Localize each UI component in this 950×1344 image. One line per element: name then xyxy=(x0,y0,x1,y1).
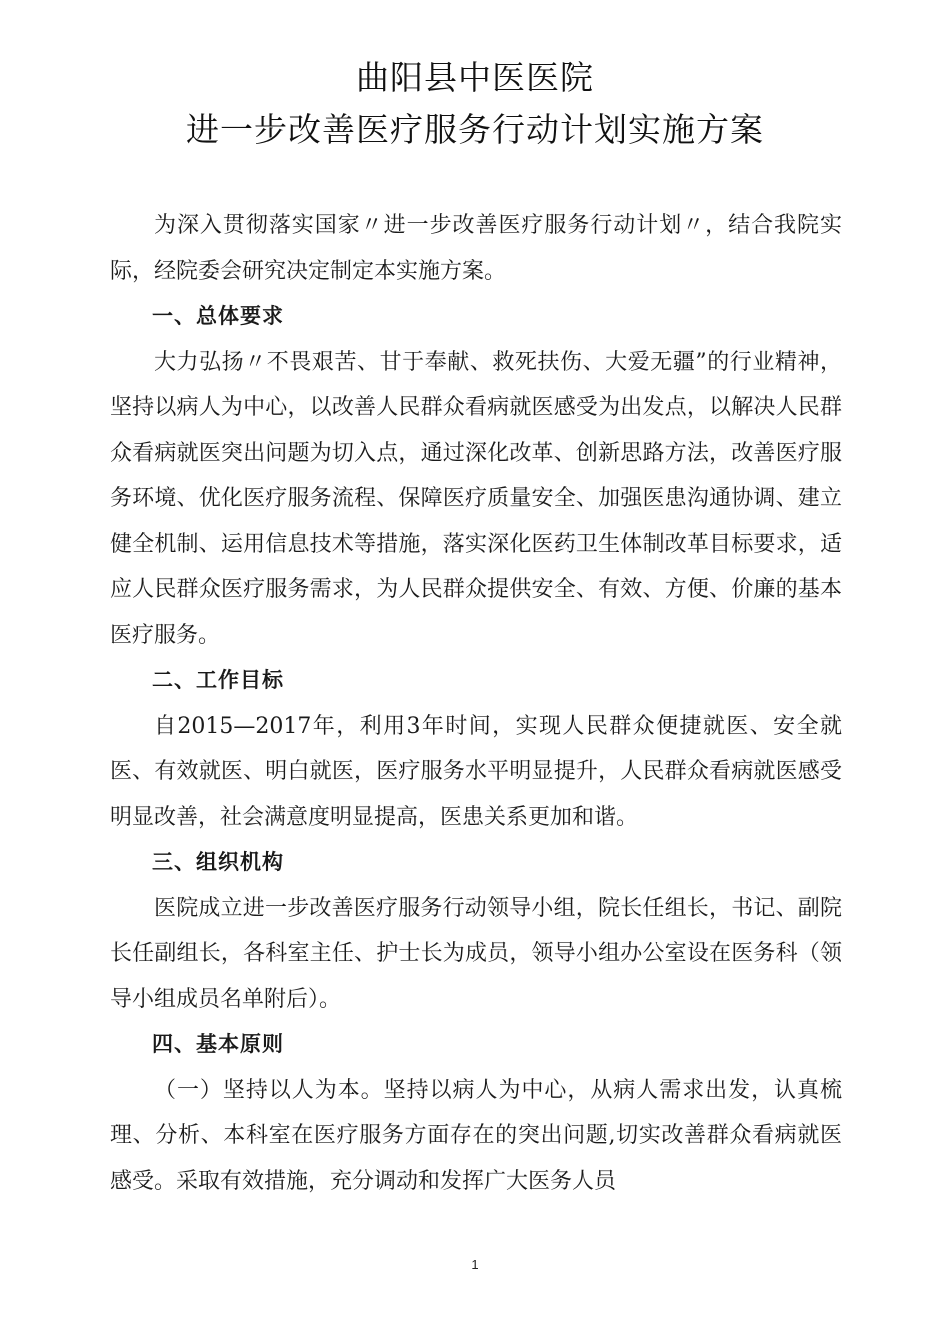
section-heading-work-goals: 二、工作目标 xyxy=(152,668,284,692)
intro-paragraph: 为深入贯彻落实国家〃进一步改善医疗服务行动计划〃，结合我院实际，经院委会研究决定制定本实施方案。 xyxy=(110,213,842,284)
section-body-work-goals: 自2015—2017年，利用3年时间，实现人民群众便捷就医、安全就医、有效就医、明白就医，医疗服务水平明显提升，人民群众看病就医感受明显改善，社会满意度明显提高，医患关系更加和谐。 xyxy=(110,713,842,830)
section-heading-basic-principles: 四、基本原则 xyxy=(152,1032,284,1056)
document-title-hospital: 曲阳县中医医院 xyxy=(356,58,594,97)
section-body-organization: 医院成立进一步改善医疗服务行动领导小组，院长任组长，书记、副院长任副组长，各科室主任、护士长为成员，领导小组办公室设在医务科（领导小组成员名单附后）。 xyxy=(110,895,842,1012)
section-heading-general-requirements: 一、总体要求 xyxy=(152,304,284,328)
section-body-basic-principles: （一）坚持以人为本。坚持以病人为中心，从病人需求出发，认真梳理、分析、本科室在医疗服务方面存在的突出问题,切实改善群众看病就医感受。采取有效措施，充分调动和发挥广大医务人员 xyxy=(110,1077,842,1194)
document-title-plan: 进一步改善医疗服务行动计划实施方案 xyxy=(186,110,764,149)
section-body-general-requirements: 大力弘扬〃不畏艰苦、甘于奉献、救死扶伤、大爱无疆”的行业精神，坚持以病人为中心，以改善人民群众看病就医感受为出发点，以解决人民群众看病就医突出问题为切入点，通过深化改革、创新思路方法，改善医疗服务环境、优化医疗服务流程、保障医疗质量安全、加强医患沟通协调、建立健全机制、运用信息技术等措施，落实深化医药卫生体制改革目标要求，适应人民群众医疗服务需求，为人民群众提供安全、有效、方便、价廉的基本医疗服务。 xyxy=(110,349,842,648)
section-heading-organization: 三、组织机构 xyxy=(152,850,284,874)
document-body xyxy=(110,203,842,1204)
page-number: 1 xyxy=(471,1257,479,1272)
